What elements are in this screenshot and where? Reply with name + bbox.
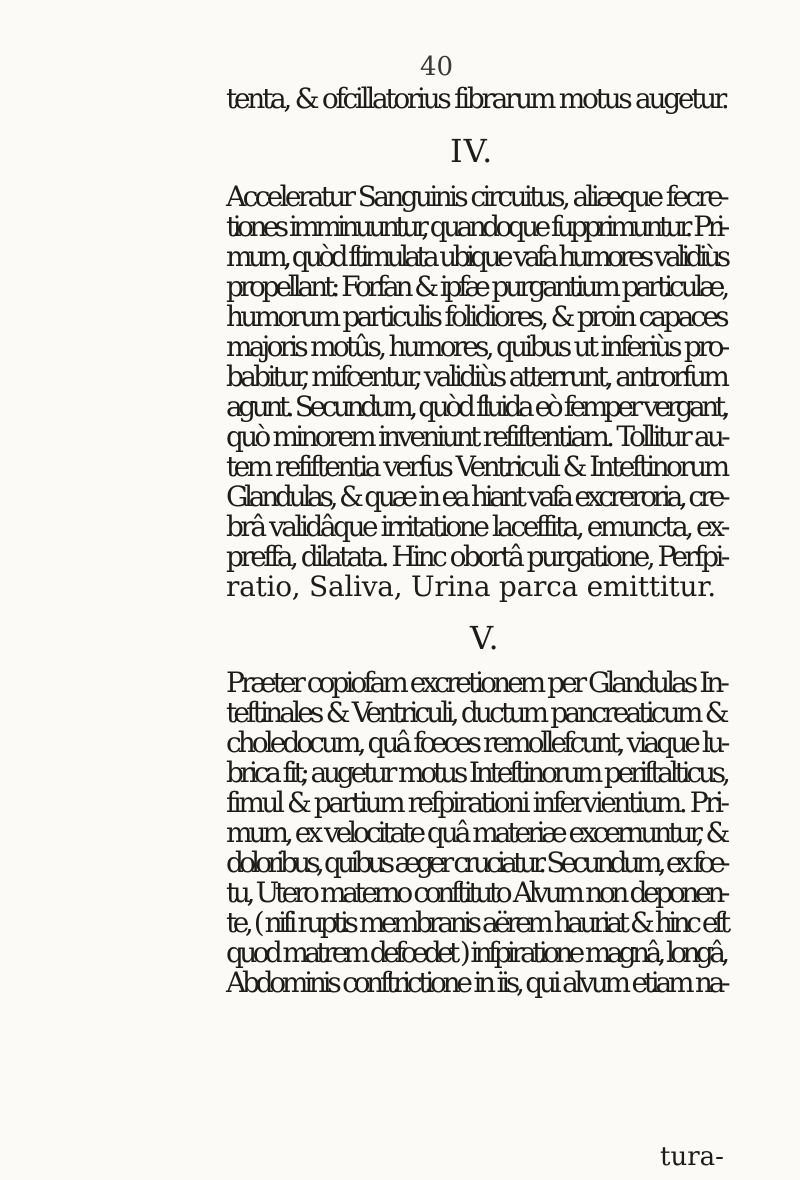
text-line: propellant: Forfan & ipfæ purgantium particulæ,: [226, 270, 727, 303]
text-line: humorum particulis folidiores, & proin capaces: [226, 300, 726, 333]
text-line: tem refiftentia verfus Ventriculi & Inteftinorum: [226, 450, 727, 483]
text-line: brica fit; augetur motus Inteftinorum periftalticus,: [226, 756, 727, 789]
section-v-paragraph: [226, 668, 736, 998]
continuation-paragraph: [226, 84, 736, 114]
text-line: babitur, mifcentur, validiùs atterrunt, antrorfum: [226, 360, 727, 393]
text-line: agunt. Secundum, quòd fluida eò femper vergant,: [226, 390, 727, 423]
text-line: tiones imminuuntur, quandoque fupprimuntur. Pri-: [226, 210, 726, 243]
text-line: Glandulas, & quæ in ea hiant vafa excreroria, cre-: [226, 480, 727, 513]
text-line: mum, ex velocitate quâ materiæ excernuntur, &: [226, 816, 727, 849]
text-line: teftinales & Ventriculi, ductum pancreaticum &: [226, 696, 726, 729]
text-line: majoris motûs, humores, quibus ut inferiùs pro-: [226, 330, 727, 363]
text-line: Præter copiofam excretionem per Glandulas In-: [226, 666, 726, 699]
section-heading-v: V.: [470, 619, 500, 657]
text-line: Acceleratur Sanguinis circuitus, aliæque fecre-: [226, 180, 726, 213]
text-line: fimul & partium refpirationi infervientium. Pri-: [226, 786, 727, 819]
text-line: te, ( nifi ruptis membranis aërem hauriat & hinc eft: [226, 906, 727, 939]
text-line: doloribus, quibus æger cruciatur. Secundum, ex fœ-: [226, 846, 726, 879]
text-line: preffa, dilatata. Hinc obortâ purgatione, Perfpi-: [226, 540, 727, 573]
text-line: Abdominis conftrictione in iis, qui alvum etiam na-: [226, 966, 727, 999]
text-line: brâ validâque irritatione laceffita, emuncta, ex-: [226, 510, 727, 543]
text-line: ratio, Saliva, Urina parca emittitur.: [226, 570, 716, 603]
text-line: quò minorem inveniunt refiftentiam. Tollitur au-: [226, 420, 727, 453]
text-line: mum, quòd ftimulata ubique vafa humores validiùs: [226, 240, 727, 273]
page-number: 40: [420, 52, 454, 82]
section-heading-iv: IV.: [450, 132, 494, 170]
text-line: tu, Utero materno conftituto Alvum non deponen-: [226, 876, 727, 909]
text-line: tenta, & ofcillatorius fibrarum motus augetur.: [226, 82, 727, 115]
text-line: quod matrem defœdet ) infpiratione magnâ, longâ,: [226, 936, 726, 969]
section-iv-paragraph: [226, 182, 736, 602]
catchword: tura-: [660, 1142, 724, 1172]
text-line: choledocum, quâ fœces remollefcunt, viaque lu-: [226, 726, 727, 759]
